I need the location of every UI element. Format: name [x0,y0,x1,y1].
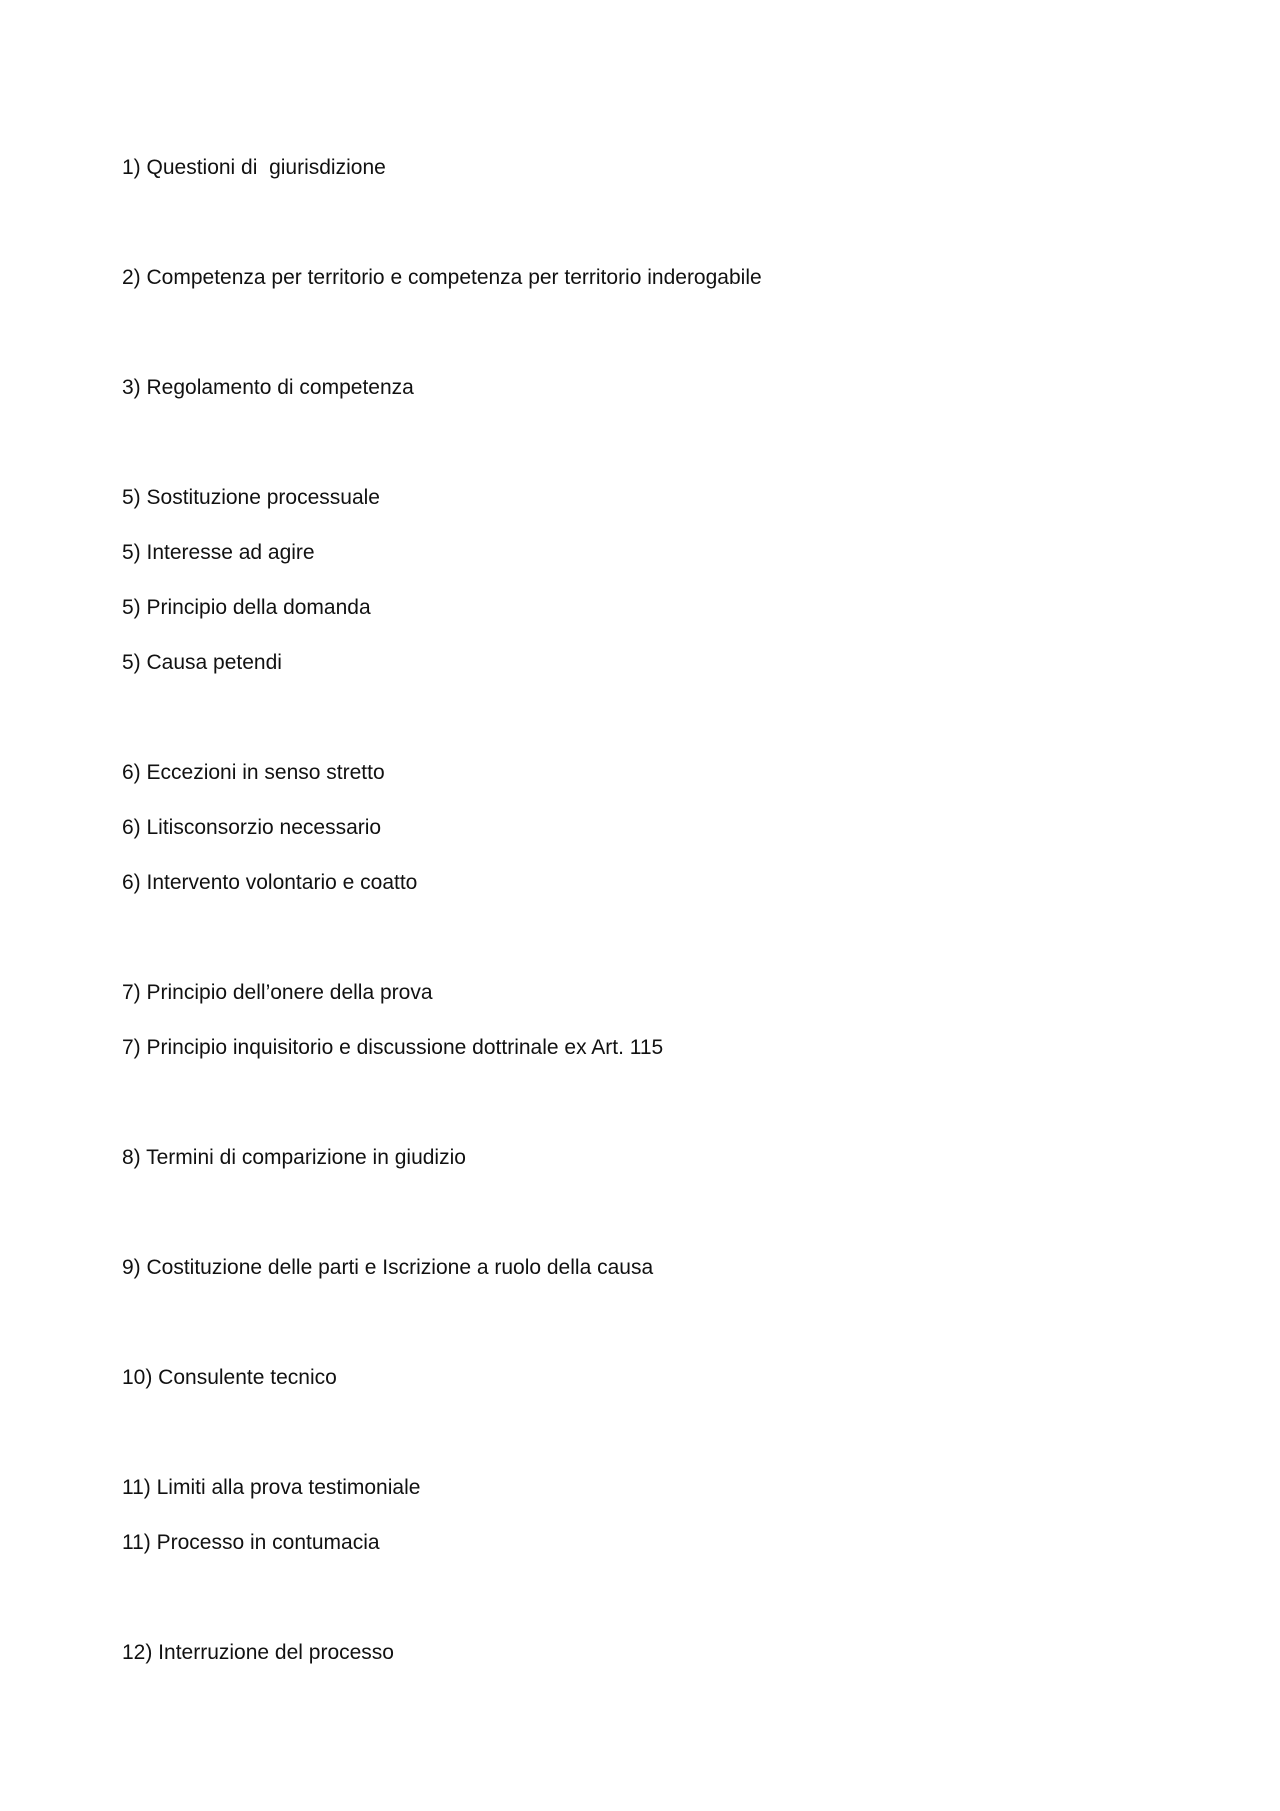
list-item: 7) Principio inquisitorio e discussione dottrinale ex Art. 115 [122,1036,664,1059]
list-item: 11) Limiti alla prova testimoniale [122,1476,421,1499]
list-item: 7) Principio dell’onere della prova [122,981,433,1004]
list-item: 3) Regolamento di competenza [122,376,414,399]
list-item: 5) Principio della domanda [122,596,371,619]
list-item: 6) Litisconsorzio necessario [122,816,382,839]
list-item: 9) Costituzione delle parti e Iscrizione a ruolo della causa [122,1256,654,1279]
list-item: 5) Causa petendi [122,651,282,674]
list-item: 5) Sostituzione processuale [122,486,380,509]
list-item: 1) Questioni di giurisdizione [122,156,386,179]
list-item: 10) Consulente tecnico [122,1366,337,1389]
list-item: 6) Eccezioni in senso stretto [122,761,385,784]
list-item: 5) Interesse ad agire [122,541,315,564]
list-item: 11) Processo in contumacia [122,1531,380,1554]
list-item: 2) Competenza per territorio e competenza per territorio inderogabile [122,266,762,289]
list-item: 12) Interruzione del processo [122,1641,394,1664]
list-item: 6) Intervento volontario e coatto [122,871,418,894]
list-item: 8) Termini di comparizione in giudizio [122,1146,466,1169]
